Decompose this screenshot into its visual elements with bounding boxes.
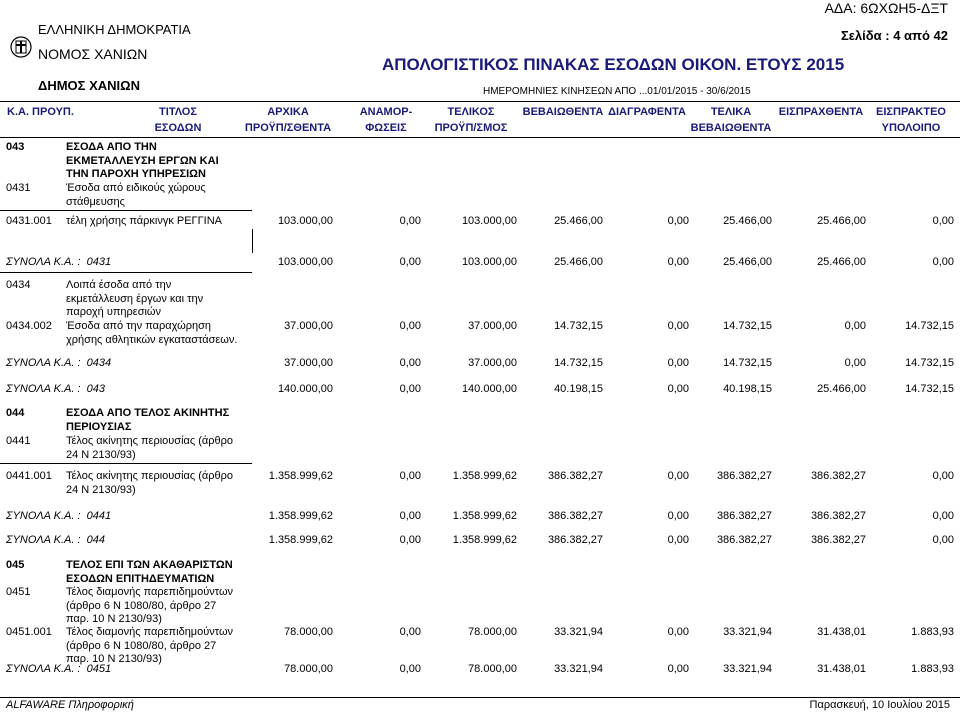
certified-cell: 14.732,15 — [554, 357, 603, 369]
remaining-cell: 0,00 — [932, 510, 954, 522]
collected-cell: 386.382,27 — [810, 470, 866, 482]
subtotal-label-text: ΣΥΝΟΛΑ Κ.Α. : — [6, 534, 81, 546]
deleted-cell: 0,00 — [667, 320, 689, 332]
remaining-cell: 0,00 — [932, 534, 954, 546]
transfers-cell: 0,00 — [399, 626, 421, 638]
subtotal-code: 0434 — [86, 357, 112, 369]
greek-coat-of-arms-icon — [10, 36, 32, 58]
transfers-cell: 0,00 — [399, 383, 421, 395]
collected-cell: 386.382,27 — [810, 510, 866, 522]
transfers-cell: 0,00 — [399, 534, 421, 546]
deleted-cell: 0,00 — [667, 383, 689, 395]
subtotal-code: 0451 — [86, 663, 112, 675]
certified-cell: 40.198,15 — [554, 383, 603, 395]
deleted-cell: 0,00 — [667, 215, 689, 227]
final-budget-cell: 103.000,00 — [461, 256, 517, 268]
subtotal-code: 0441 — [86, 510, 112, 522]
block-title: Λοιπά έσοδα από την εκμετάλλευση έργων και την παροχή υπηρεσιών — [66, 279, 204, 318]
initial-budget-cell: 78.000,00 — [284, 663, 333, 675]
final-budget-cell: 37.000,00 — [468, 320, 517, 332]
remaining-cell: 14.732,15 — [905, 383, 954, 395]
date-range: ΗΜΕΡΟΜΗΝΙΕΣ ΚΙΝΗΣΕΩΝ ΑΠΟ ...01/01/2015 - 30/6/2015 — [483, 86, 751, 97]
col-collected-header: ΕΙΣΠΡΑΧΘΕΝΤΑ — [778, 106, 864, 118]
final-certified-cell: 386.382,27 — [716, 534, 772, 546]
row-separator — [0, 463, 252, 464]
final-budget-cell: 140.000,00 — [461, 383, 517, 395]
subtotal-label — [6, 534, 105, 548]
collected-cell: 0,00 — [844, 320, 866, 332]
deleted-cell: 0,00 — [667, 357, 689, 369]
initial-budget-cell: 37.000,00 — [284, 320, 333, 332]
subtotal-label-text: ΣΥΝΟΛΑ Κ.Α. : — [6, 256, 81, 268]
initial-budget-cell: 1.358.999,62 — [268, 534, 333, 546]
footer-vendor: ALFAWARE Πληροφορική — [6, 699, 134, 711]
header-bottom-rule — [0, 137, 960, 138]
block-code: 0434 — [6, 279, 31, 291]
subtotal-label-text: ΣΥΝΟΛΑ Κ.Α. : — [6, 383, 81, 395]
deleted-cell: 0,00 — [667, 663, 689, 675]
col-final-certified-line1: ΤΕΛΙΚΑ — [710, 106, 752, 118]
col-transfers-header — [350, 104, 422, 136]
collected-cell: 25.466,00 — [817, 383, 866, 395]
final-certified-cell: 33.321,94 — [723, 626, 772, 638]
row-separator — [0, 210, 252, 211]
col-final-certified-line2: ΒΕΒΑΙΩΘΕΝΤΑ — [690, 122, 772, 134]
col-remaining-header — [868, 104, 954, 136]
col-title-header — [128, 104, 228, 136]
final-certified-cell: 40.198,15 — [723, 383, 772, 395]
block-code: 0431 — [6, 182, 31, 194]
deleted-cell: 0,00 — [667, 534, 689, 546]
footer-date: Παρασκευή, 10 Ιουλίου 2015 — [809, 699, 950, 711]
final-budget-cell: 78.000,00 — [468, 663, 517, 675]
subtotal-label — [6, 357, 111, 371]
remaining-cell: 14.732,15 — [905, 357, 954, 369]
col-initial-line2: ΠΡΟΫΠ/ΣΘΕΝΤΑ — [244, 122, 332, 134]
row-separator-tick — [252, 229, 253, 253]
row-code: 0451.001 — [6, 626, 52, 638]
final-budget-cell: 1.358.999,62 — [452, 470, 517, 482]
block-code: 045 — [6, 559, 25, 571]
transfers-cell: 0,00 — [399, 256, 421, 268]
certified-cell: 386.382,27 — [547, 470, 603, 482]
col-final-certified-header — [690, 104, 772, 136]
col-code-header: Κ.Α. ΠΡΟΥΠ. — [7, 106, 74, 118]
final-certified-cell: 33.321,94 — [723, 663, 772, 675]
certified-cell: 14.732,15 — [554, 320, 603, 332]
transfers-cell: 0,00 — [399, 470, 421, 482]
remaining-cell: 1.883,93 — [911, 663, 954, 675]
collected-cell: 25.466,00 — [817, 256, 866, 268]
subtotal-label-text: ΣΥΝΟΛΑ Κ.Α. : — [6, 357, 81, 369]
remaining-cell: 0,00 — [932, 256, 954, 268]
report-title: ΑΠΟΛΟΓΙΣΤΙΚΟΣ ΠΙΝΑΚΑΣ ΕΣΟΔΩΝ ΟΙΚΟΝ. ΕΤΟΥΣ 2015 — [382, 55, 845, 74]
deleted-cell: 0,00 — [667, 256, 689, 268]
initial-budget-cell: 78.000,00 — [284, 626, 333, 638]
final-certified-cell: 14.732,15 — [723, 320, 772, 332]
final-budget-cell: 1.358.999,62 — [452, 510, 517, 522]
col-final-line2: ΠΡΟΫΠ/ΣΜΟΣ — [434, 122, 508, 134]
header-top-rule — [0, 101, 960, 102]
ada-code: ΑΔΑ: 6ΩΧΩΗ5-ΔΞΤ — [824, 0, 948, 16]
row-title: Έσοδα από την παραχώρηση χρήσης αθλητικών εγκαταστάσεων. — [66, 320, 238, 346]
certified-cell: 33.321,94 — [554, 626, 603, 638]
subtotal-label — [6, 256, 111, 270]
certified-cell: 386.382,27 — [547, 510, 603, 522]
final-budget-cell: 78.000,00 — [468, 626, 517, 638]
subtotal-label — [6, 663, 111, 677]
subtotal-label-text: ΣΥΝΟΛΑ Κ.Α. : — [6, 663, 81, 675]
transfers-cell: 0,00 — [399, 320, 421, 332]
remaining-cell: 0,00 — [932, 470, 954, 482]
col-final-line1: ΤΕΛΙΚΟΣ — [447, 106, 495, 118]
col-deleted-header: ΔΙΑΓΡΑΦΕΝΤΑ — [608, 106, 686, 118]
row-code: 0441.001 — [6, 470, 52, 482]
row-title: Τέλος ακίνητης περιουσίας (άρθρο 24 Ν 2130/93) — [66, 470, 234, 496]
prefecture-label: ΝΟΜΟΣ ΧΑΝΙΩΝ — [38, 46, 148, 62]
deleted-cell: 0,00 — [667, 510, 689, 522]
col-remaining-line1: ΕΙΣΠΡΑΚΤΕΟ — [876, 106, 946, 118]
certified-cell: 386.382,27 — [547, 534, 603, 546]
block-title: ΕΣΟΔΑ ΑΠΟ ΤΗΝ ΕΚΜΕΤΑΛΛΕΥΣΗ ΕΡΓΩΝ ΚΑΙ ΤΗΝ ΠΑΡΟΧΗ ΥΠΗΡΕΣΙΩΝ — [66, 141, 219, 180]
col-title-line1: ΤΙΤΛΟΣ — [159, 106, 197, 118]
initial-budget-cell: 1.358.999,62 — [268, 470, 333, 482]
block-title: Τέλος ακίνητης περιουσίας (άρθρο 24 Ν 2130/93) — [66, 435, 234, 461]
collected-cell: 386.382,27 — [810, 534, 866, 546]
initial-budget-cell: 37.000,00 — [284, 357, 333, 369]
block-title: ΕΣΟΔΑ ΑΠΟ ΤΕΛΟΣ ΑΚΙΝΗΤΗΣ ΠΕΡΙΟΥΣΙΑΣ — [66, 407, 230, 433]
block-code: 043 — [6, 141, 25, 153]
remaining-cell: 0,00 — [932, 215, 954, 227]
final-certified-cell: 14.732,15 — [723, 357, 772, 369]
row-title: Τέλος διαμονής παρεπιδημούντων (άρθρο 6 Ν 1080/80, άρθρο 27 παρ. 10 Ν 2130/93) — [66, 626, 234, 665]
remaining-cell: 1.883,93 — [911, 626, 954, 638]
subtotal-code: 043 — [86, 383, 106, 395]
row-code: 0431.001 — [6, 215, 52, 227]
initial-budget-cell: 140.000,00 — [277, 383, 333, 395]
collected-cell: 31.438,01 — [817, 663, 866, 675]
municipality-label: ΔΗΜΟΣ ΧΑΝΙΩΝ — [38, 78, 140, 93]
transfers-cell: 0,00 — [399, 357, 421, 369]
block-code: 0451 — [6, 586, 31, 598]
row-separator — [0, 272, 252, 273]
col-final-header — [426, 104, 516, 136]
subtotal-label — [6, 383, 105, 397]
subtotal-label — [6, 510, 111, 524]
transfers-cell: 0,00 — [399, 663, 421, 675]
footer-rule — [0, 697, 960, 698]
subtotal-code: 044 — [86, 534, 106, 546]
block-code: 044 — [6, 407, 25, 419]
final-certified-cell: 386.382,27 — [716, 510, 772, 522]
initial-budget-cell: 103.000,00 — [277, 215, 333, 227]
subtotal-code: 0431 — [86, 256, 112, 268]
collected-cell: 31.438,01 — [817, 626, 866, 638]
col-title-line2: ΕΣΟΔΩΝ — [154, 122, 202, 134]
final-budget-cell: 37.000,00 — [468, 357, 517, 369]
col-initial-line1: ΑΡΧΙΚΑ — [267, 106, 309, 118]
collected-cell: 25.466,00 — [817, 215, 866, 227]
col-certified-header: ΒΕΒΑΙΩΘΕΝΤΑ — [522, 106, 604, 118]
certified-cell: 25.466,00 — [554, 256, 603, 268]
row-code: 0434.002 — [6, 320, 52, 332]
col-remaining-line2: ΥΠΟΛΟΙΠΟ — [881, 122, 941, 134]
collected-cell: 0,00 — [844, 357, 866, 369]
final-certified-cell: 386.382,27 — [716, 470, 772, 482]
certified-cell: 25.466,00 — [554, 215, 603, 227]
final-budget-cell: 1.358.999,62 — [452, 534, 517, 546]
deleted-cell: 0,00 — [667, 470, 689, 482]
certified-cell: 33.321,94 — [554, 663, 603, 675]
block-title: Έσοδα από ειδικούς χώρους στάθμευσης — [66, 182, 206, 208]
subtotal-label-text: ΣΥΝΟΛΑ Κ.Α. : — [6, 510, 81, 522]
final-certified-cell: 25.466,00 — [723, 215, 772, 227]
transfers-cell: 0,00 — [399, 215, 421, 227]
transfers-cell: 0,00 — [399, 510, 421, 522]
initial-budget-cell: 1.358.999,62 — [268, 510, 333, 522]
deleted-cell: 0,00 — [667, 626, 689, 638]
republic-label: ΕΛΛΗΝΙΚΗ ΔΗΜΟΚΡΑΤΙΑ — [38, 22, 191, 37]
block-title: ΤΕΛΟΣ ΕΠΙ ΤΩΝ ΑΚΑΘΑΡΙΣΤΩΝ ΕΣΟΔΩΝ ΕΠΙΤΗΔΕΥΜΑΤΙΩΝ — [66, 559, 233, 585]
col-transfers-line1: ΑΝΑΜΟΡ- — [359, 106, 413, 118]
initial-budget-cell: 103.000,00 — [277, 256, 333, 268]
page-number: Σελίδα : 4 από 42 — [840, 28, 948, 43]
row-title: τέλη χρήσης πάρκινγκ ΡΕΓΓΙΝΑ — [66, 215, 223, 227]
col-initial-header — [238, 104, 338, 136]
block-code: 0441 — [6, 435, 31, 447]
remaining-cell: 14.732,15 — [905, 320, 954, 332]
col-transfers-line2: ΦΩΣΕΙΣ — [365, 122, 407, 134]
final-budget-cell: 103.000,00 — [461, 215, 517, 227]
block-title: Τέλος διαμονής παρεπιδημούντων (άρθρο 6 Ν 1080/80, άρθρο 27 παρ. 10 Ν 2130/93) — [66, 586, 234, 625]
final-certified-cell: 25.466,00 — [723, 256, 772, 268]
